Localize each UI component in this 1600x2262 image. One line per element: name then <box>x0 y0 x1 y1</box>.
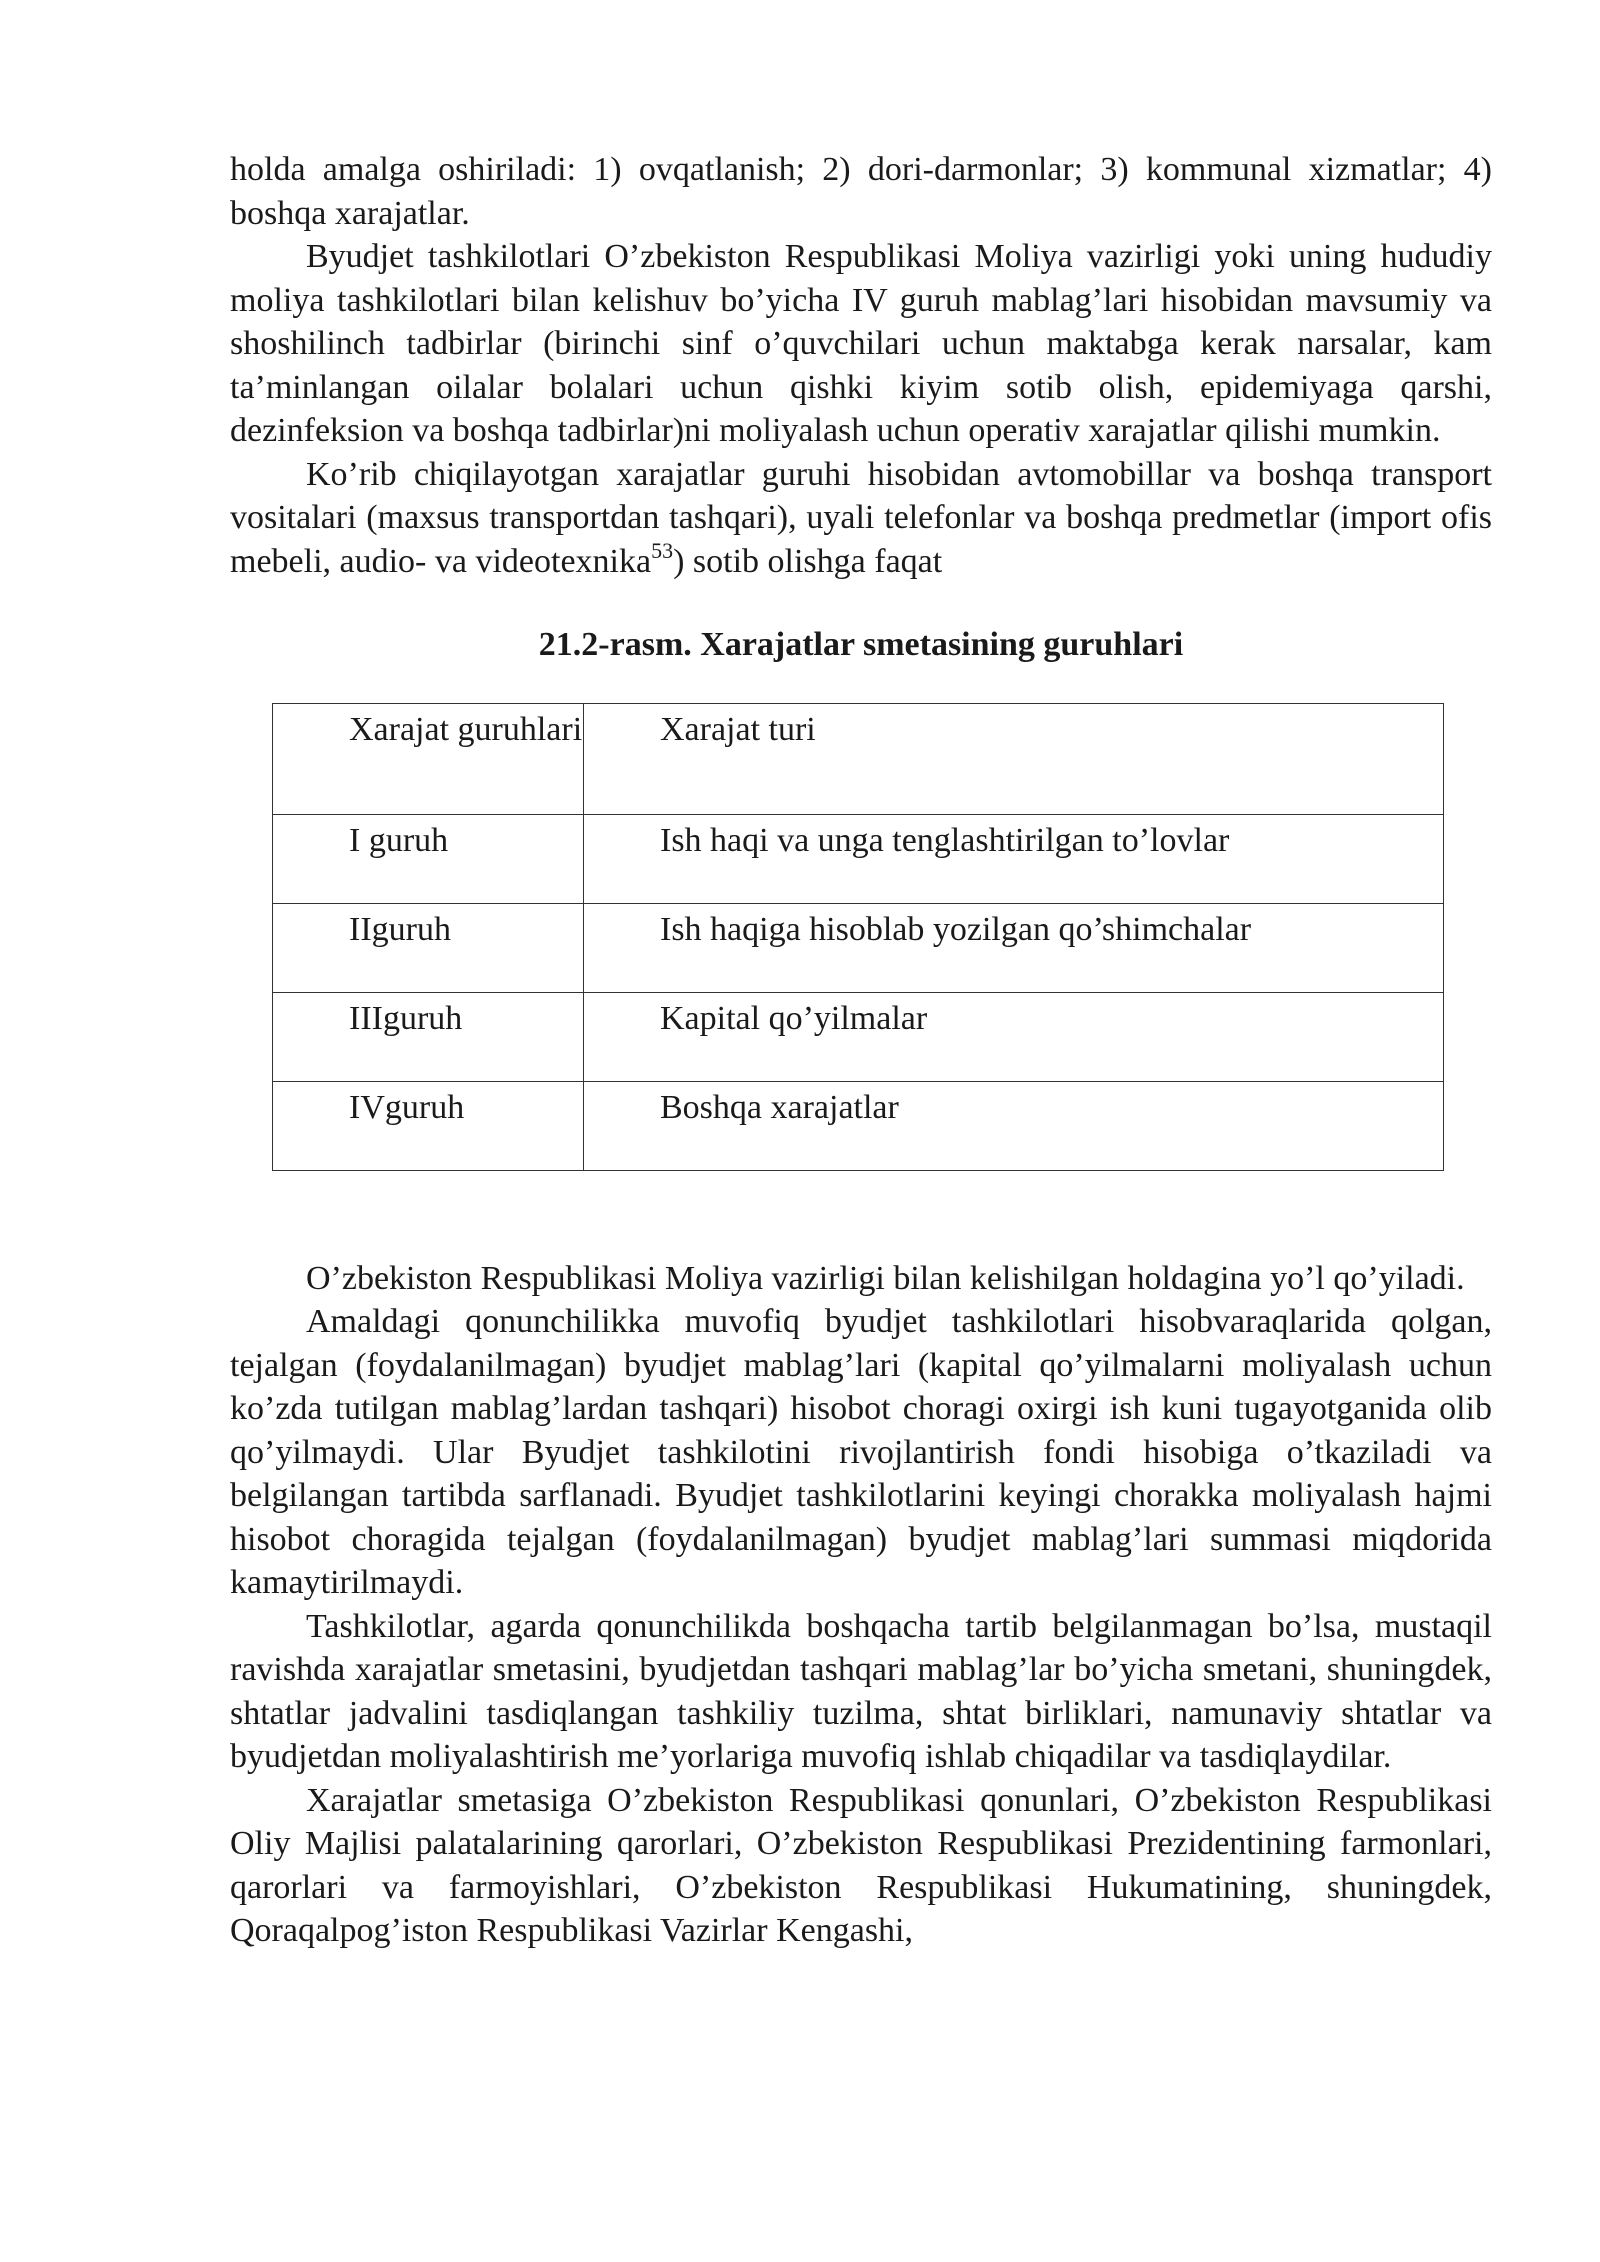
document-page <box>230 148 1492 1953</box>
table-row <box>273 903 1444 992</box>
paragraph-3 <box>230 453 1492 584</box>
footnote-ref: 53 <box>651 537 674 563</box>
type-cell: Ish haqi va unga tenglashtirilgan to’lovlar <box>660 821 1230 859</box>
paragraph-1: holda amalga oshiriladi: 1) ovqatlanish; 2) dori-darmonlar; 3) kommunal xizmatlar; 4) boshqa xarajatlar. <box>230 151 1492 232</box>
expense-groups-table <box>272 703 1444 1171</box>
type-cell: Kapital qo’yilmalar <box>660 999 928 1037</box>
paragraph-5: Amaldagi qonunchilikka muvofiq byudjet tashkilotlari hisobvaraqlarida qolgan, tejalgan (foydalanilmagan) byudjet mablag’lari (kapital qo’yilmalarni moliyalash uchun ko’zda tutilgan mablag’lardan tashqari) hisobot choragi oxirgi ish kuni tugayotganida olib qo’yilmaydi. Ular Byudjet tashkilotini rivojlantirish fondi hisobiga o’tkaziladi va belgilangan tartibda sarflanadi. Byudjet tashkilotlarini keyingi chorakka moliyalash hajmi hisobot choragida tejalgan (foydalanilmagan) byudjet mablag’lari summasi miqdorida kamaytirilmaydi. <box>230 1303 1492 1601</box>
paragraph-6: Tashkilotlar, agarda qonunchilikda boshqacha tartib belgilanmagan bo’lsa, mustaqil ravishda xarajatlar smetasini, byudjetdan tashqari mablag’lar bo’yicha smetani, shuningdek, shtatlar jadvalini tasdiqlangan tashkiliy tuzilma, shtat birliklari, namunaviy shtatlar va byudjetdan moliyalashtirish me’yorlariga muvofiq ishlab chiqadilar va tasdiqlaydilar. <box>230 1607 1492 1775</box>
table-row <box>273 814 1444 903</box>
paragraph-7: Xarajatlar smetasiga O’zbekiston Respublikasi qonunlari, O’zbekiston Respublikasi Oliy Majlisi palatalarining qarorlari, O’zbekiston Respublikasi Prezidentining farmonlari, qarorlari va farmoyishlari, O’zbekiston Respublikasi Hukumatining, shuningdek, Qoraqalpog’iston Respublikasi Vazirlar Kengashi, <box>230 1781 1492 1949</box>
paragraph-3-tail: ) sotib olishga faqat <box>673 542 943 580</box>
header-type-label: Xarajat turi <box>660 710 816 748</box>
paragraph-2: Byudjet tashkilotlari O’zbekiston Respublikasi Moliya vazirligi yoki uning hududiy moliya tashkilotlari bilan kelishuv bo’yicha IV guruh mablag’lari hisobidan mavsumiy va shoshilinch tadbirlar (birinchi sinf o’quvchilari uchun maktabga kerak narsalar, kam ta’minlangan oilalar bolalari uchun qishki kiyim sotib olish, epidemiyaga qarshi, dezinfeksion va boshqa tadbirlar)ni moliyalash uchun operativ xarajatlar qilishi mumkin. <box>230 238 1492 449</box>
group-cell: I guruh <box>349 821 449 859</box>
group-cell: IIguruh <box>349 910 451 948</box>
paragraph-3-text: Ko’rib chiqilayotgan xarajatlar guruhi hisobidan avtomobillar va boshqa transport vositalari (maxsus transportdan tashqari), uyali telefonlar va boshqa predmetlar (import ofis mebeli, audio- va videotexnika <box>230 455 1492 580</box>
paragraph-4: O’zbekiston Respublikasi Moliya vazirligi bilan kelishilgan holdagina yo’l qo’yiladi. <box>306 1259 1465 1297</box>
group-cell: IVguruh <box>349 1088 465 1126</box>
table-header-row <box>273 703 1444 814</box>
group-cell: IIIguruh <box>349 999 463 1037</box>
header-groups-label: Xarajat guruhlari <box>349 710 583 748</box>
header-cell-type <box>584 703 1444 814</box>
type-cell: Ish haqiga hisoblab yozilgan qo’shimchalar <box>660 910 1252 948</box>
body-after-table <box>230 1257 1492 1953</box>
type-cell: Boshqa xarajatlar <box>660 1088 899 1126</box>
figure-caption: 21.2-rasm. Xarajatlar smetasining guruhlari <box>538 626 1184 663</box>
header-cell-groups <box>273 703 584 814</box>
table-row <box>273 1081 1444 1170</box>
table-row <box>273 992 1444 1081</box>
